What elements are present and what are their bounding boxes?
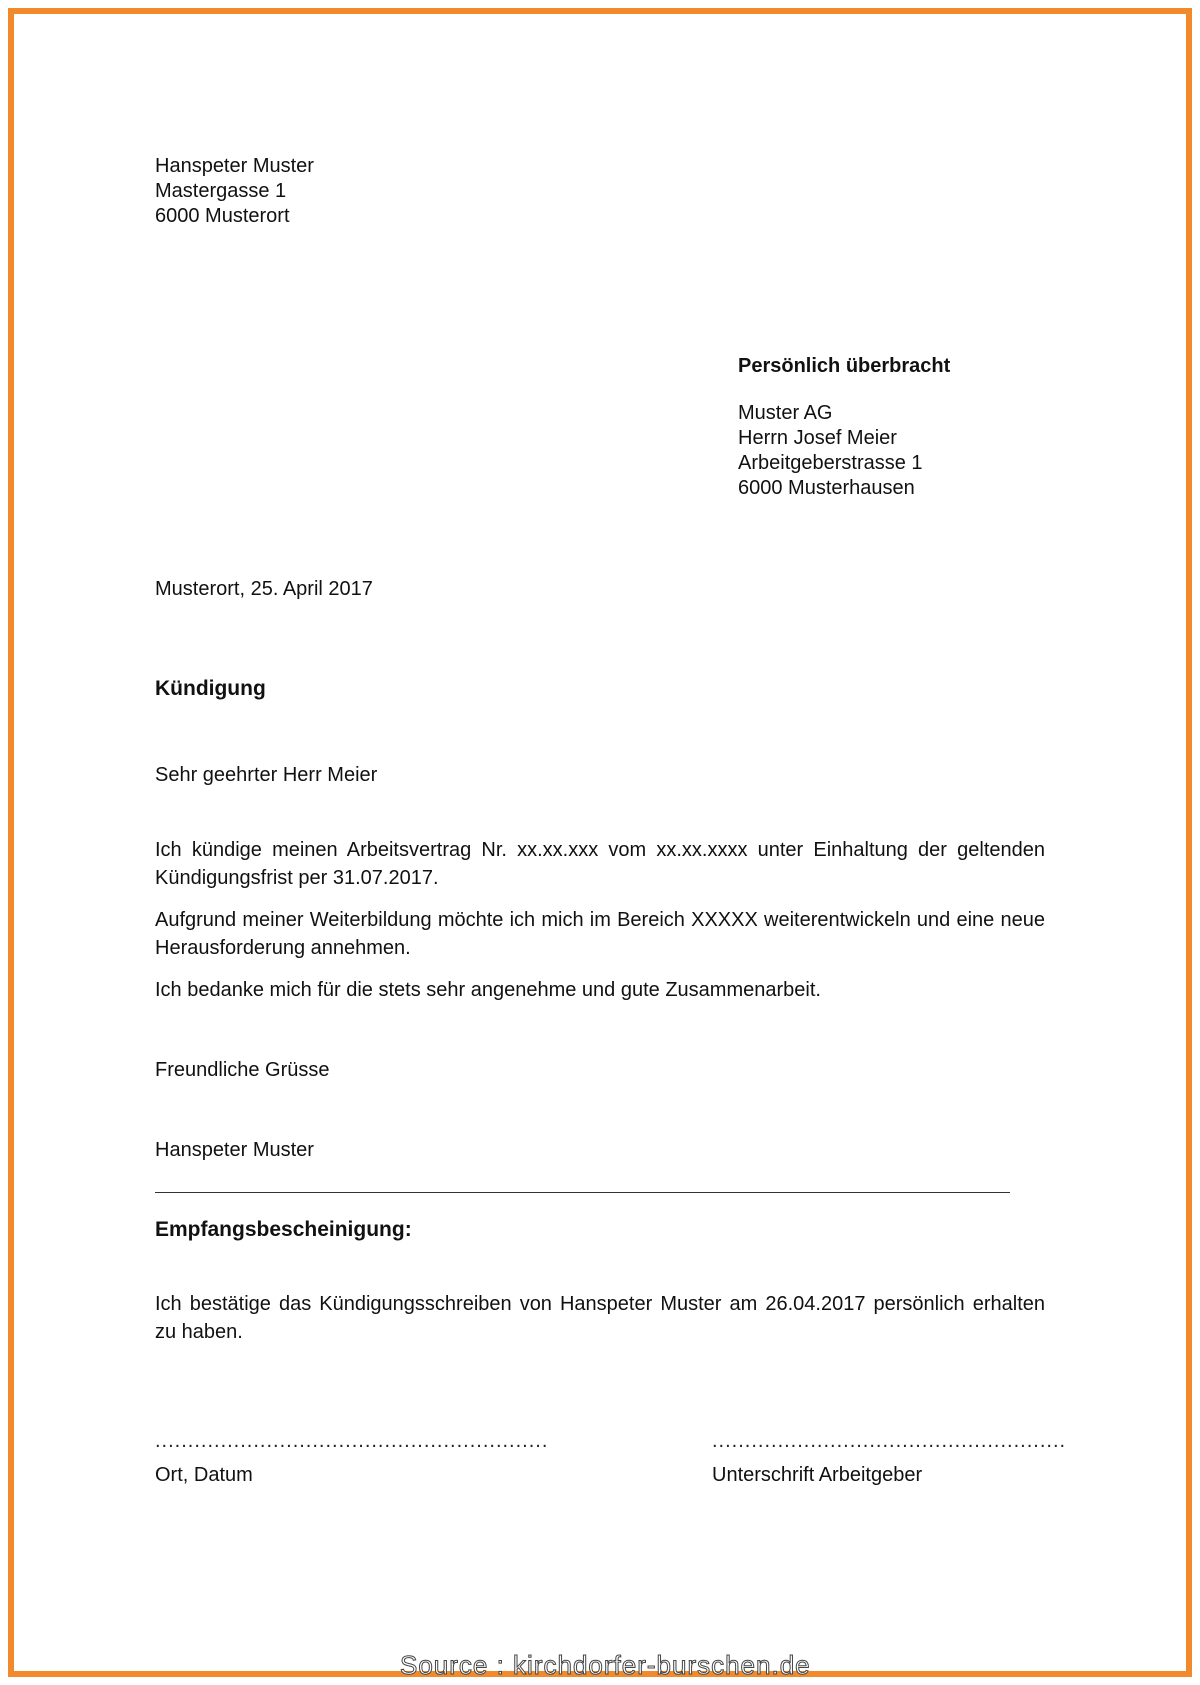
subject-heading: Kündigung <box>155 677 266 700</box>
delivery-note: Persönlich überbracht <box>738 355 951 377</box>
receipt-title: Empfangsbescheinigung: <box>155 1218 412 1241</box>
body-paragraph-1: Ich kündige meinen Arbeitsvertrag Nr. xx.xx.xxx vom xx.xx.xxxx unter Einhaltung der geltenden Kündigungsfrist per 31.07.2017. <box>155 839 1045 889</box>
separator-line <box>155 1192 1010 1193</box>
place-date-dotted-line: ............................................................ <box>155 1430 549 1452</box>
sender-city: 6000 Musterort <box>155 205 290 227</box>
place-date-label: Ort, Datum <box>155 1464 253 1486</box>
recipient-company: Muster AG <box>738 402 833 424</box>
closing: Freundliche Grüsse <box>155 1059 330 1081</box>
signature-dotted-line: ...................................................... <box>712 1430 1067 1452</box>
signer-name: Hanspeter Muster <box>155 1139 314 1161</box>
salutation: Sehr geehrter Herr Meier <box>155 764 378 786</box>
recipient-city: 6000 Musterhausen <box>738 477 915 499</box>
recipient-street: Arbeitgeberstrasse 1 <box>738 452 923 474</box>
recipient-address <box>738 401 923 501</box>
signature-label: Unterschrift Arbeitgeber <box>712 1464 923 1486</box>
source-watermark: Source : kirchdorfer-burschen.de <box>400 1650 811 1680</box>
sender-name: Hanspeter Muster <box>155 155 314 177</box>
sender-address <box>155 154 314 229</box>
recipient-person: Herrn Josef Meier <box>738 427 897 449</box>
date-line: Musterort, 25. April 2017 <box>155 578 373 600</box>
sender-street: Mastergasse 1 <box>155 180 287 202</box>
body-paragraph-3: Ich bedanke mich für die stets sehr angenehme und gute Zusammenarbeit. <box>155 979 821 1001</box>
receipt-text: Ich bestätige das Kündigungsschreiben von Hanspeter Muster am 26.04.2017 persönlich erhalten zu haben. <box>155 1293 1045 1343</box>
body-paragraph-2: Aufgrund meiner Weiterbildung möchte ich mich im Bereich XXXXX weiterentwickeln und eine neue Herausforderung annehmen. <box>155 909 1045 959</box>
